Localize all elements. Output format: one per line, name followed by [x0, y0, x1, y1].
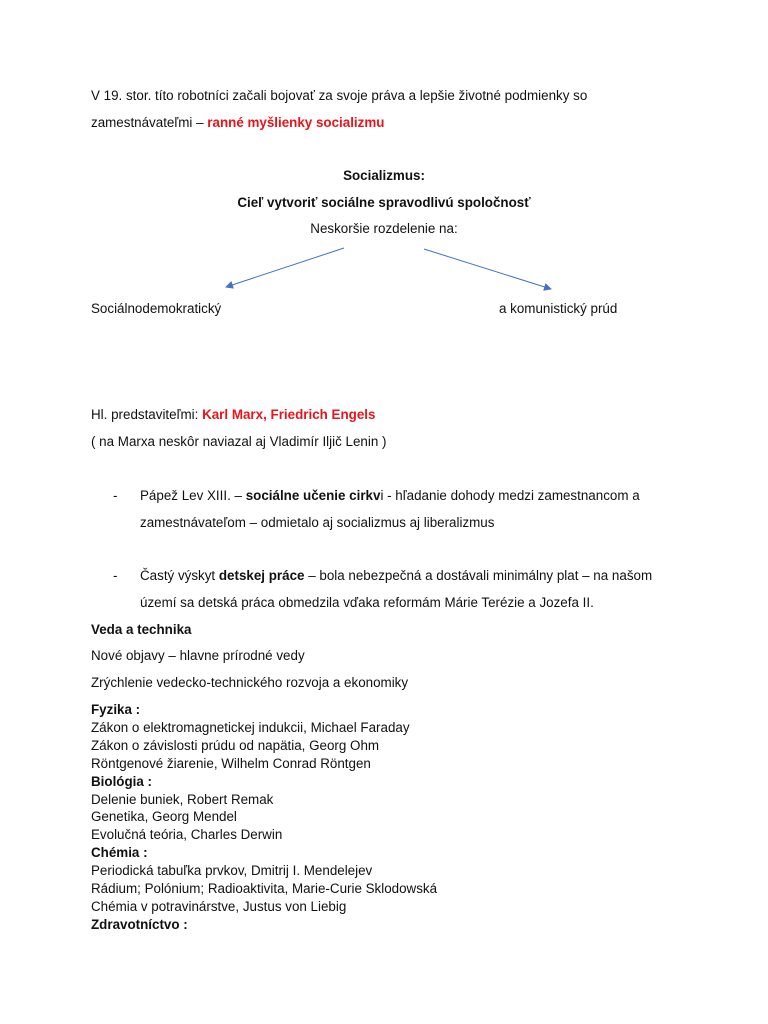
left-arrow: [226, 248, 344, 287]
bullet-1-bold: sociálne učenie cirkv: [245, 488, 381, 503]
bullet-2-pre: Častý výskyt: [140, 568, 219, 583]
bullet-2-bold: detskej práce: [218, 568, 305, 583]
bullet-2-line-1: [140, 568, 652, 583]
section-title: Zdravotníctvo :: [91, 916, 188, 932]
science-heading: Veda a technika: [91, 622, 192, 637]
section-item: Chémia v potravinárstve, Justus von Liebig: [91, 898, 347, 914]
section-title: Biológia :: [91, 773, 152, 789]
socialism-heading: Socializmus:: [343, 168, 425, 183]
right-arrow: [424, 249, 551, 289]
section-item: Evolučná teória, Charles Derwin: [91, 827, 283, 843]
science-line-2: Zrýchlenie vedecko-technického rozvoja a ekonomiky: [91, 675, 409, 690]
section-item: Zákon o elektromagnetickej indukcii, Michael Faraday: [91, 719, 410, 735]
bullet-1-post: i - hľadanie dohody medzi zamestnancom a: [380, 488, 640, 503]
bullet-1-line-1: [140, 488, 640, 503]
section-item: Zákon o závislosti prúdu od napätia, Georg Ohm: [91, 737, 380, 753]
bullet-2-line-2: území sa detská práca obmedzila vďaka reformám Márie Terézie a Jozefa II.: [140, 595, 594, 610]
representatives-names: Karl Marx, Friedrich Engels: [202, 407, 376, 422]
left-branch-label: Sociálnodemokratický: [91, 301, 222, 316]
science-line-1: Nové objavy – hlavne prírodné vedy: [91, 648, 305, 663]
section-item: Genetika, Georg Mendel: [91, 809, 237, 825]
section-item: Delenie buniek, Robert Remak: [91, 791, 274, 807]
section-title: Chémia :: [91, 845, 148, 861]
socialism-goal: Cieľ vytvoriť sociálne spravodlivú spoločnosť: [237, 195, 531, 210]
representatives-note: ( na Marxa neskôr naviazal aj Vladimír Iljič Lenin ): [91, 434, 387, 449]
bullet-1-line-2: zamestnávateľom – odmietalo aj socializmus aj liberalizmus: [140, 515, 495, 530]
section-item: Röntgenové žiarenie, Wilhelm Conrad Röntgen: [91, 755, 371, 771]
representatives-line: [91, 407, 375, 422]
representatives-label: Hl. predstaviteľmi:: [91, 407, 203, 422]
section-item: Rádium; Polónium; Radioaktivita, Marie-Curie Sklodowská: [91, 881, 438, 897]
bullet-1-pre: Pápež Lev XIII. –: [140, 488, 246, 503]
right-branch-label: a komunistický prúd: [499, 301, 618, 316]
bullet-dash: -: [113, 488, 118, 503]
division-arrows: [0, 0, 768, 330]
section-title: Fyzika :: [91, 702, 141, 717]
intro-line-2-prefix: zamestnávateľmi –: [91, 115, 208, 130]
science-sections: [91, 701, 437, 934]
intro-line-1: V 19. stor. títo robotníci začali bojovať za svoje práva a lepšie životné podmienky so: [91, 88, 588, 103]
bullet-dash: -: [113, 568, 118, 583]
section-item: Periodická tabuľka prvkov, Dmitrij I. Mendelejev: [91, 863, 373, 879]
socialism-division: Neskoršie rozdelenie na:: [310, 221, 458, 236]
bullet-2-post: – bola nebezpečná a dostávali minimálny plat – na našom: [304, 568, 653, 583]
intro-highlight: ranné myšlienky socializmu: [207, 115, 385, 130]
